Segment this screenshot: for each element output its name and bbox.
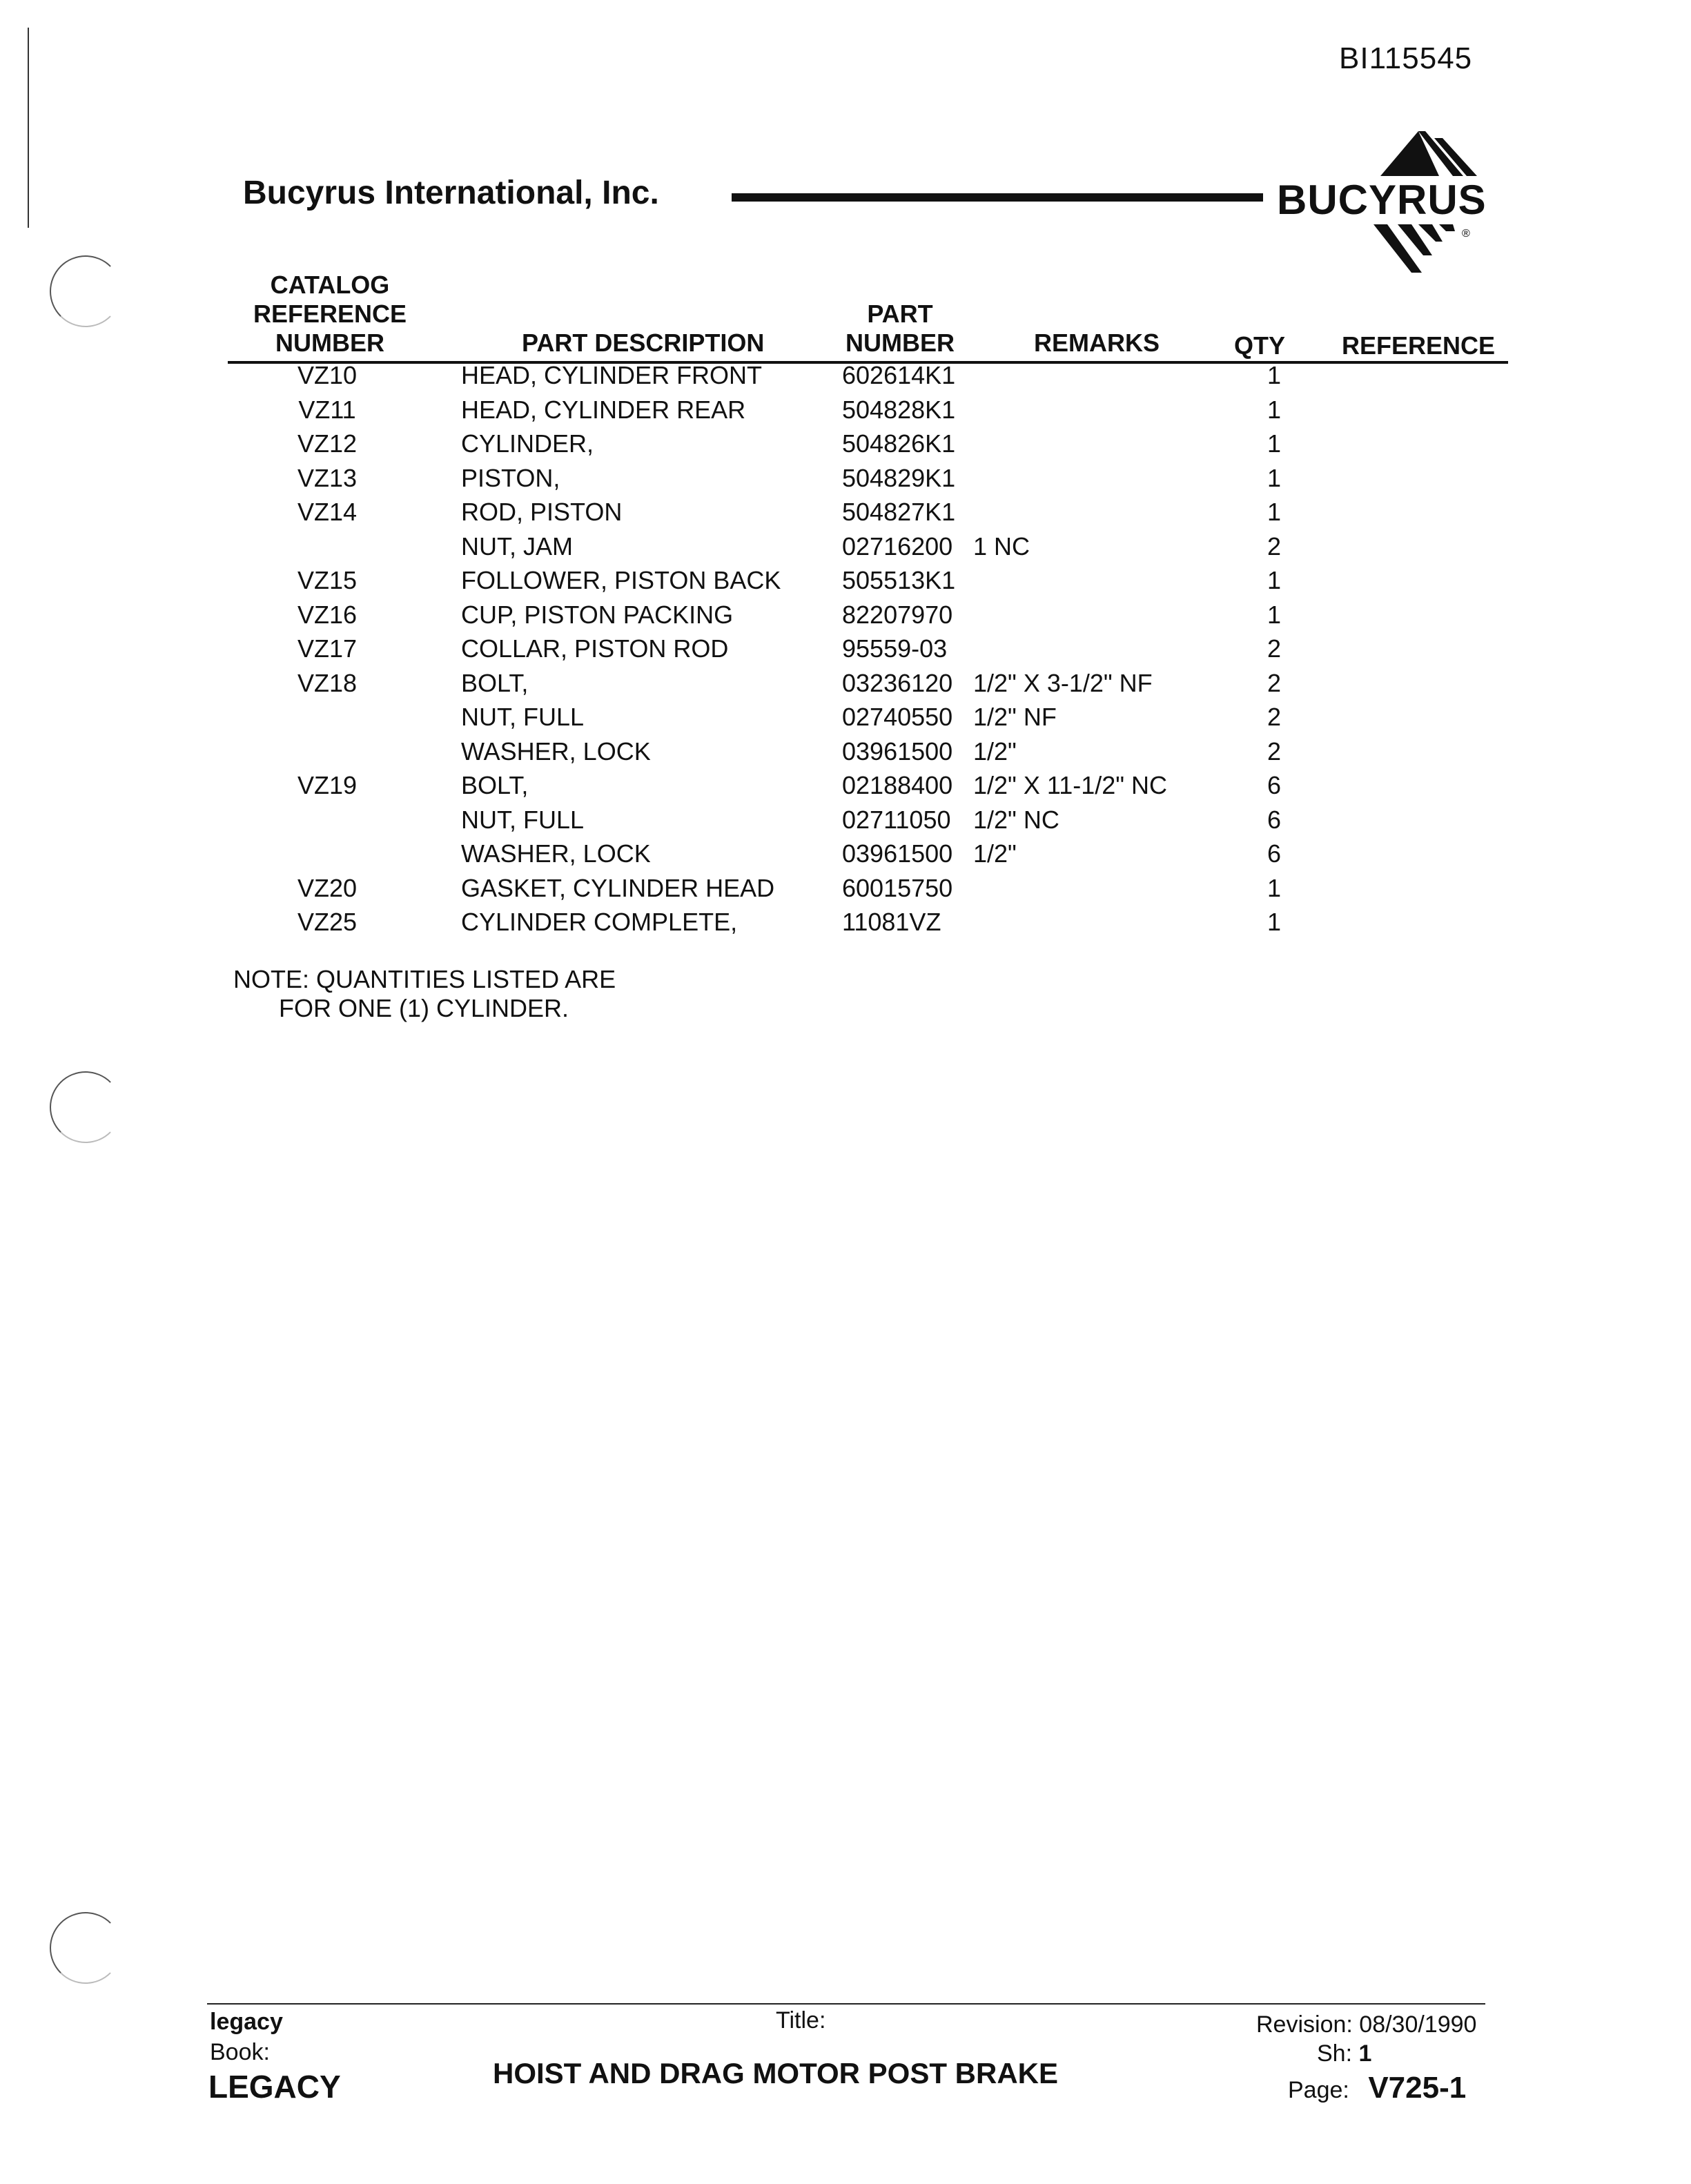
book-label: Book: bbox=[210, 2039, 270, 2065]
qty-cell: 1 bbox=[1267, 361, 1282, 389]
title-value: HOIST AND DRAG MOTOR POST BRAKE bbox=[493, 2057, 1059, 2089]
table-row bbox=[0, 701, 1691, 736]
part-number-cell: 95559-03 bbox=[842, 634, 948, 663]
header-rule bbox=[732, 193, 1263, 202]
description-cell: COLLAR, PISTON ROD bbox=[461, 634, 729, 663]
reference-header: REFERENCE bbox=[1342, 331, 1496, 360]
book-value: LEGACY bbox=[208, 2069, 341, 2105]
description-cell: CYLINDER, bbox=[461, 429, 594, 458]
catalog-ref-cell: VZ13 bbox=[297, 464, 358, 492]
description-cell: NUT, FULL bbox=[461, 703, 585, 731]
company-name: Bucyrus International, Inc. bbox=[243, 175, 659, 211]
qty-cell: 2 bbox=[1267, 669, 1282, 697]
title-label: Title: bbox=[776, 2007, 826, 2034]
note-line-2: FOR ONE (1) CYLINDER. bbox=[279, 994, 569, 1022]
part-number-cell: 03961500 bbox=[842, 737, 953, 766]
description-cell: BOLT, bbox=[461, 771, 529, 799]
qty-cell: 1 bbox=[1267, 464, 1282, 492]
table-row bbox=[0, 906, 1691, 941]
qty-cell: 1 bbox=[1267, 396, 1282, 424]
table-row bbox=[0, 804, 1691, 839]
description-cell: GASKET, CYLINDER HEAD bbox=[461, 874, 775, 902]
qty-cell: 2 bbox=[1267, 703, 1282, 731]
quantity-note bbox=[233, 965, 616, 1023]
remarks-cell: 1/2" NF bbox=[973, 703, 1057, 731]
qty-cell: 2 bbox=[1267, 634, 1282, 663]
table-row bbox=[0, 394, 1691, 429]
catalog-ref-cell: VZ16 bbox=[297, 601, 358, 629]
qty-cell: 6 bbox=[1267, 839, 1282, 868]
qty-header: QTY bbox=[1234, 331, 1286, 360]
remarks-cell: 1/2" X 3-1/2" NF bbox=[973, 669, 1153, 697]
qty-cell: 1 bbox=[1267, 429, 1282, 458]
description-cell: BOLT, bbox=[461, 669, 529, 697]
qty-cell: 1 bbox=[1267, 874, 1282, 902]
qty-cell: 1 bbox=[1267, 566, 1282, 594]
qty-cell: 6 bbox=[1267, 806, 1282, 834]
part-number-cell: 02711050 bbox=[842, 806, 951, 834]
catalog-ref-cell: VZ11 bbox=[298, 396, 356, 424]
qty-cell: 2 bbox=[1267, 737, 1282, 766]
catalog-ref-cell: VZ10 bbox=[297, 361, 358, 389]
table-row bbox=[0, 770, 1691, 804]
description-cell: FOLLOWER, PISTON BACK bbox=[461, 566, 781, 594]
description-cell: CUP, PISTON PACKING bbox=[461, 601, 734, 629]
table-row bbox=[0, 599, 1691, 634]
part-number-cell: 60015750 bbox=[842, 874, 953, 902]
part-number-cell: 504828K1 bbox=[842, 396, 956, 424]
table-row bbox=[0, 838, 1691, 872]
description-cell: PISTON, bbox=[461, 464, 560, 492]
part-number-cell: 11081VZ bbox=[842, 908, 941, 936]
table-row bbox=[0, 872, 1691, 907]
description-cell: HEAD, CYLINDER FRONT bbox=[461, 361, 763, 389]
table-row bbox=[0, 531, 1691, 565]
sheet-value: 1 bbox=[1358, 2040, 1372, 2067]
part-number-cell: 504827K1 bbox=[842, 498, 956, 526]
page-label: Page: bbox=[1288, 2077, 1349, 2103]
table-row bbox=[0, 633, 1691, 667]
qty-cell: 6 bbox=[1267, 771, 1282, 799]
description-cell: ROD, PISTON bbox=[461, 498, 623, 526]
table-row bbox=[0, 667, 1691, 702]
description-cell: CYLINDER COMPLETE, bbox=[461, 908, 738, 936]
qty-cell: 1 bbox=[1267, 498, 1282, 526]
part-number-header: PART NUMBER bbox=[845, 300, 955, 357]
catalog-ref-cell: VZ19 bbox=[297, 771, 358, 799]
part-number-cell: 602614K1 bbox=[842, 361, 956, 389]
footer-rule bbox=[207, 2003, 1485, 2005]
remarks-cell: 1/2" NC bbox=[973, 806, 1059, 834]
description-cell: HEAD, CYLINDER REAR bbox=[461, 396, 746, 424]
sheet-label: Sh: bbox=[1317, 2040, 1353, 2067]
catalog-ref-cell: VZ12 bbox=[297, 429, 358, 458]
table-row bbox=[0, 462, 1691, 497]
part-number-cell: 505513K1 bbox=[842, 566, 956, 594]
table-row bbox=[0, 496, 1691, 531]
table-row bbox=[0, 736, 1691, 770]
remarks-cell: 1/2" bbox=[973, 839, 1017, 868]
catalog-ref-cell: VZ17 bbox=[297, 634, 358, 663]
remarks-cell: 1/2" bbox=[973, 737, 1017, 766]
catalog-ref-cell: VZ18 bbox=[297, 669, 358, 697]
legacy-label: legacy bbox=[210, 2009, 283, 2035]
page-info bbox=[1288, 2071, 1466, 2105]
logo-text: BUCYRUS bbox=[1277, 177, 1487, 223]
qty-cell: 1 bbox=[1267, 908, 1282, 936]
part-number-cell: 03236120 bbox=[842, 669, 953, 697]
catalog-ref-header: CATALOG REFERENCE NUMBER bbox=[253, 271, 407, 357]
part-number-cell: 02740550 bbox=[842, 703, 953, 731]
catalog-ref-cell: VZ20 bbox=[297, 874, 358, 902]
part-number-cell: 02716200 bbox=[842, 532, 953, 560]
remarks-cell: 1/2" X 11-1/2" NC bbox=[973, 771, 1168, 799]
catalog-ref-cell: VZ14 bbox=[297, 498, 358, 526]
remarks-header: REMARKS bbox=[1034, 329, 1160, 357]
bucyrus-logo bbox=[1277, 128, 1525, 280]
qty-cell: 1 bbox=[1267, 601, 1282, 629]
catalog-ref-cell: VZ25 bbox=[297, 908, 358, 936]
table-row bbox=[0, 360, 1691, 394]
svg-text:®: ® bbox=[1462, 228, 1470, 240]
table-row bbox=[0, 428, 1691, 462]
page-value: V725-1 bbox=[1368, 2071, 1467, 2105]
punch-hole-middle bbox=[50, 1071, 121, 1143]
note-line-1: NOTE: QUANTITIES LISTED ARE bbox=[233, 965, 616, 993]
catalog-ref-cell: VZ15 bbox=[297, 566, 358, 594]
revision-text: Revision: 08/30/1990 bbox=[1256, 2011, 1477, 2038]
qty-cell: 2 bbox=[1267, 532, 1282, 560]
part-number-cell: 82207970 bbox=[842, 601, 953, 629]
remarks-cell: 1 NC bbox=[973, 532, 1030, 560]
document-id: BI115545 bbox=[1339, 41, 1473, 75]
sheet-info bbox=[1317, 2040, 1371, 2067]
part-number-cell: 03961500 bbox=[842, 839, 953, 868]
description-cell: WASHER, LOCK bbox=[461, 737, 651, 766]
part-number-cell: 02188400 bbox=[842, 771, 953, 799]
description-cell: WASHER, LOCK bbox=[461, 839, 651, 868]
part-description-header: PART DESCRIPTION bbox=[522, 329, 765, 357]
description-cell: NUT, JAM bbox=[461, 532, 573, 560]
table-row bbox=[0, 565, 1691, 599]
part-number-cell: 504826K1 bbox=[842, 429, 956, 458]
page-edge-line bbox=[28, 28, 29, 228]
description-cell: NUT, FULL bbox=[461, 806, 585, 834]
part-number-cell: 504829K1 bbox=[842, 464, 956, 492]
punch-hole-top bbox=[50, 255, 121, 327]
punch-hole-bottom bbox=[50, 1912, 121, 1984]
